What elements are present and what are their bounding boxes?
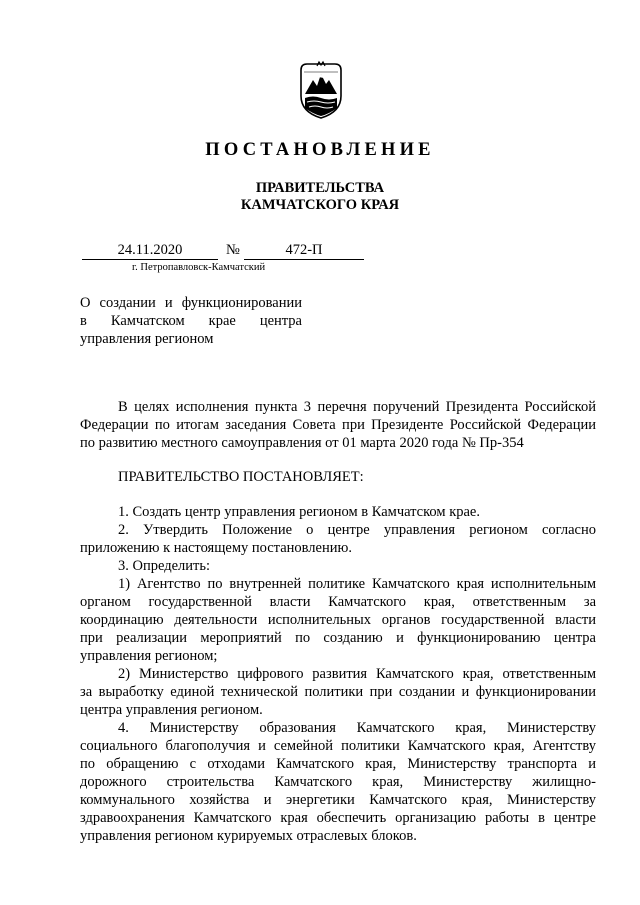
body-line: 4. Министерству образования Камчатского края, Министерству <box>118 720 596 736</box>
number-sign: № <box>226 242 240 258</box>
document-type-title: ПОСТАНОВЛЕНИЕ <box>205 140 435 160</box>
city-name: г. Петропавловск-Камчатский <box>132 262 266 273</box>
body-line: 2) Министерство цифрового развития Камчатского края, ответственным <box>118 666 596 682</box>
body-line: по обращению с отходами Камчатского края, Министерству транспорта и <box>80 756 596 772</box>
document-subject <box>80 294 302 348</box>
body-line: управления регионом; <box>80 648 218 664</box>
document-date: 24.11.2020 <box>82 242 218 260</box>
kamchatka-coat-of-arms-icon <box>298 60 344 120</box>
issuer-line-2: КАМЧАТСКОГО КРАЯ <box>240 197 400 213</box>
document-number: 472-П <box>244 242 364 260</box>
subject-line: О создании и функционировании <box>80 295 302 311</box>
body-line: социального благополучия и семейной политики Камчатского края, Агентству <box>80 738 596 754</box>
body-line: В целях исполнения пункта 3 перечня поручений Президента Российской <box>118 399 596 415</box>
body-line: координацию деятельности исполнительных органов государственной власти <box>80 612 596 628</box>
body-line: центра управления регионом. <box>80 702 263 718</box>
body-line: дорожного строительства Камчатского края, Министерству жилищно- <box>80 774 596 790</box>
body-line: управления регионом курируемых отраслевых блоков. <box>80 828 417 844</box>
body-line: здравоохранения Камчатского края обеспечить организацию работы в центре <box>80 810 596 826</box>
subject-line: управления регионом <box>80 331 214 347</box>
issuer-line-1: ПРАВИТЕЛЬСТВА <box>255 180 385 196</box>
body-line: за выработку единой технической политики при создании и функционировании <box>80 684 596 700</box>
body-line: при реализации мероприятий по созданию и функционированию центра <box>80 630 596 646</box>
subject-line: в Камчатском крае центра <box>80 313 302 329</box>
body-line: по развитию местного самоуправления от 01 марта 2020 года № Пр-354 <box>80 435 524 451</box>
body-line: органом государственной власти Камчатского края, ответственным за <box>80 594 596 610</box>
body-line: 1) Агентство по внутренней политике Камчатского края исполнительным <box>118 576 596 592</box>
body-line: приложению к настоящему постановлению. <box>80 540 352 556</box>
body-line: 2. Утвердить Положение о центре управления регионом согласно <box>118 522 596 538</box>
body-line: 1. Создать центр управления регионом в Камчатском крае. <box>118 504 480 520</box>
body-line: 3. Определить: <box>118 558 211 574</box>
resolution-heading: ПРАВИТЕЛЬСТВО ПОСТАНОВЛЯЕТ: <box>118 469 364 485</box>
body-line: Федерации по итогам заседания Совета при Президенте Российской Федерации <box>80 417 596 433</box>
body-line: коммунального хозяйства и энергетики Камчатского края, Министерству <box>80 792 596 808</box>
